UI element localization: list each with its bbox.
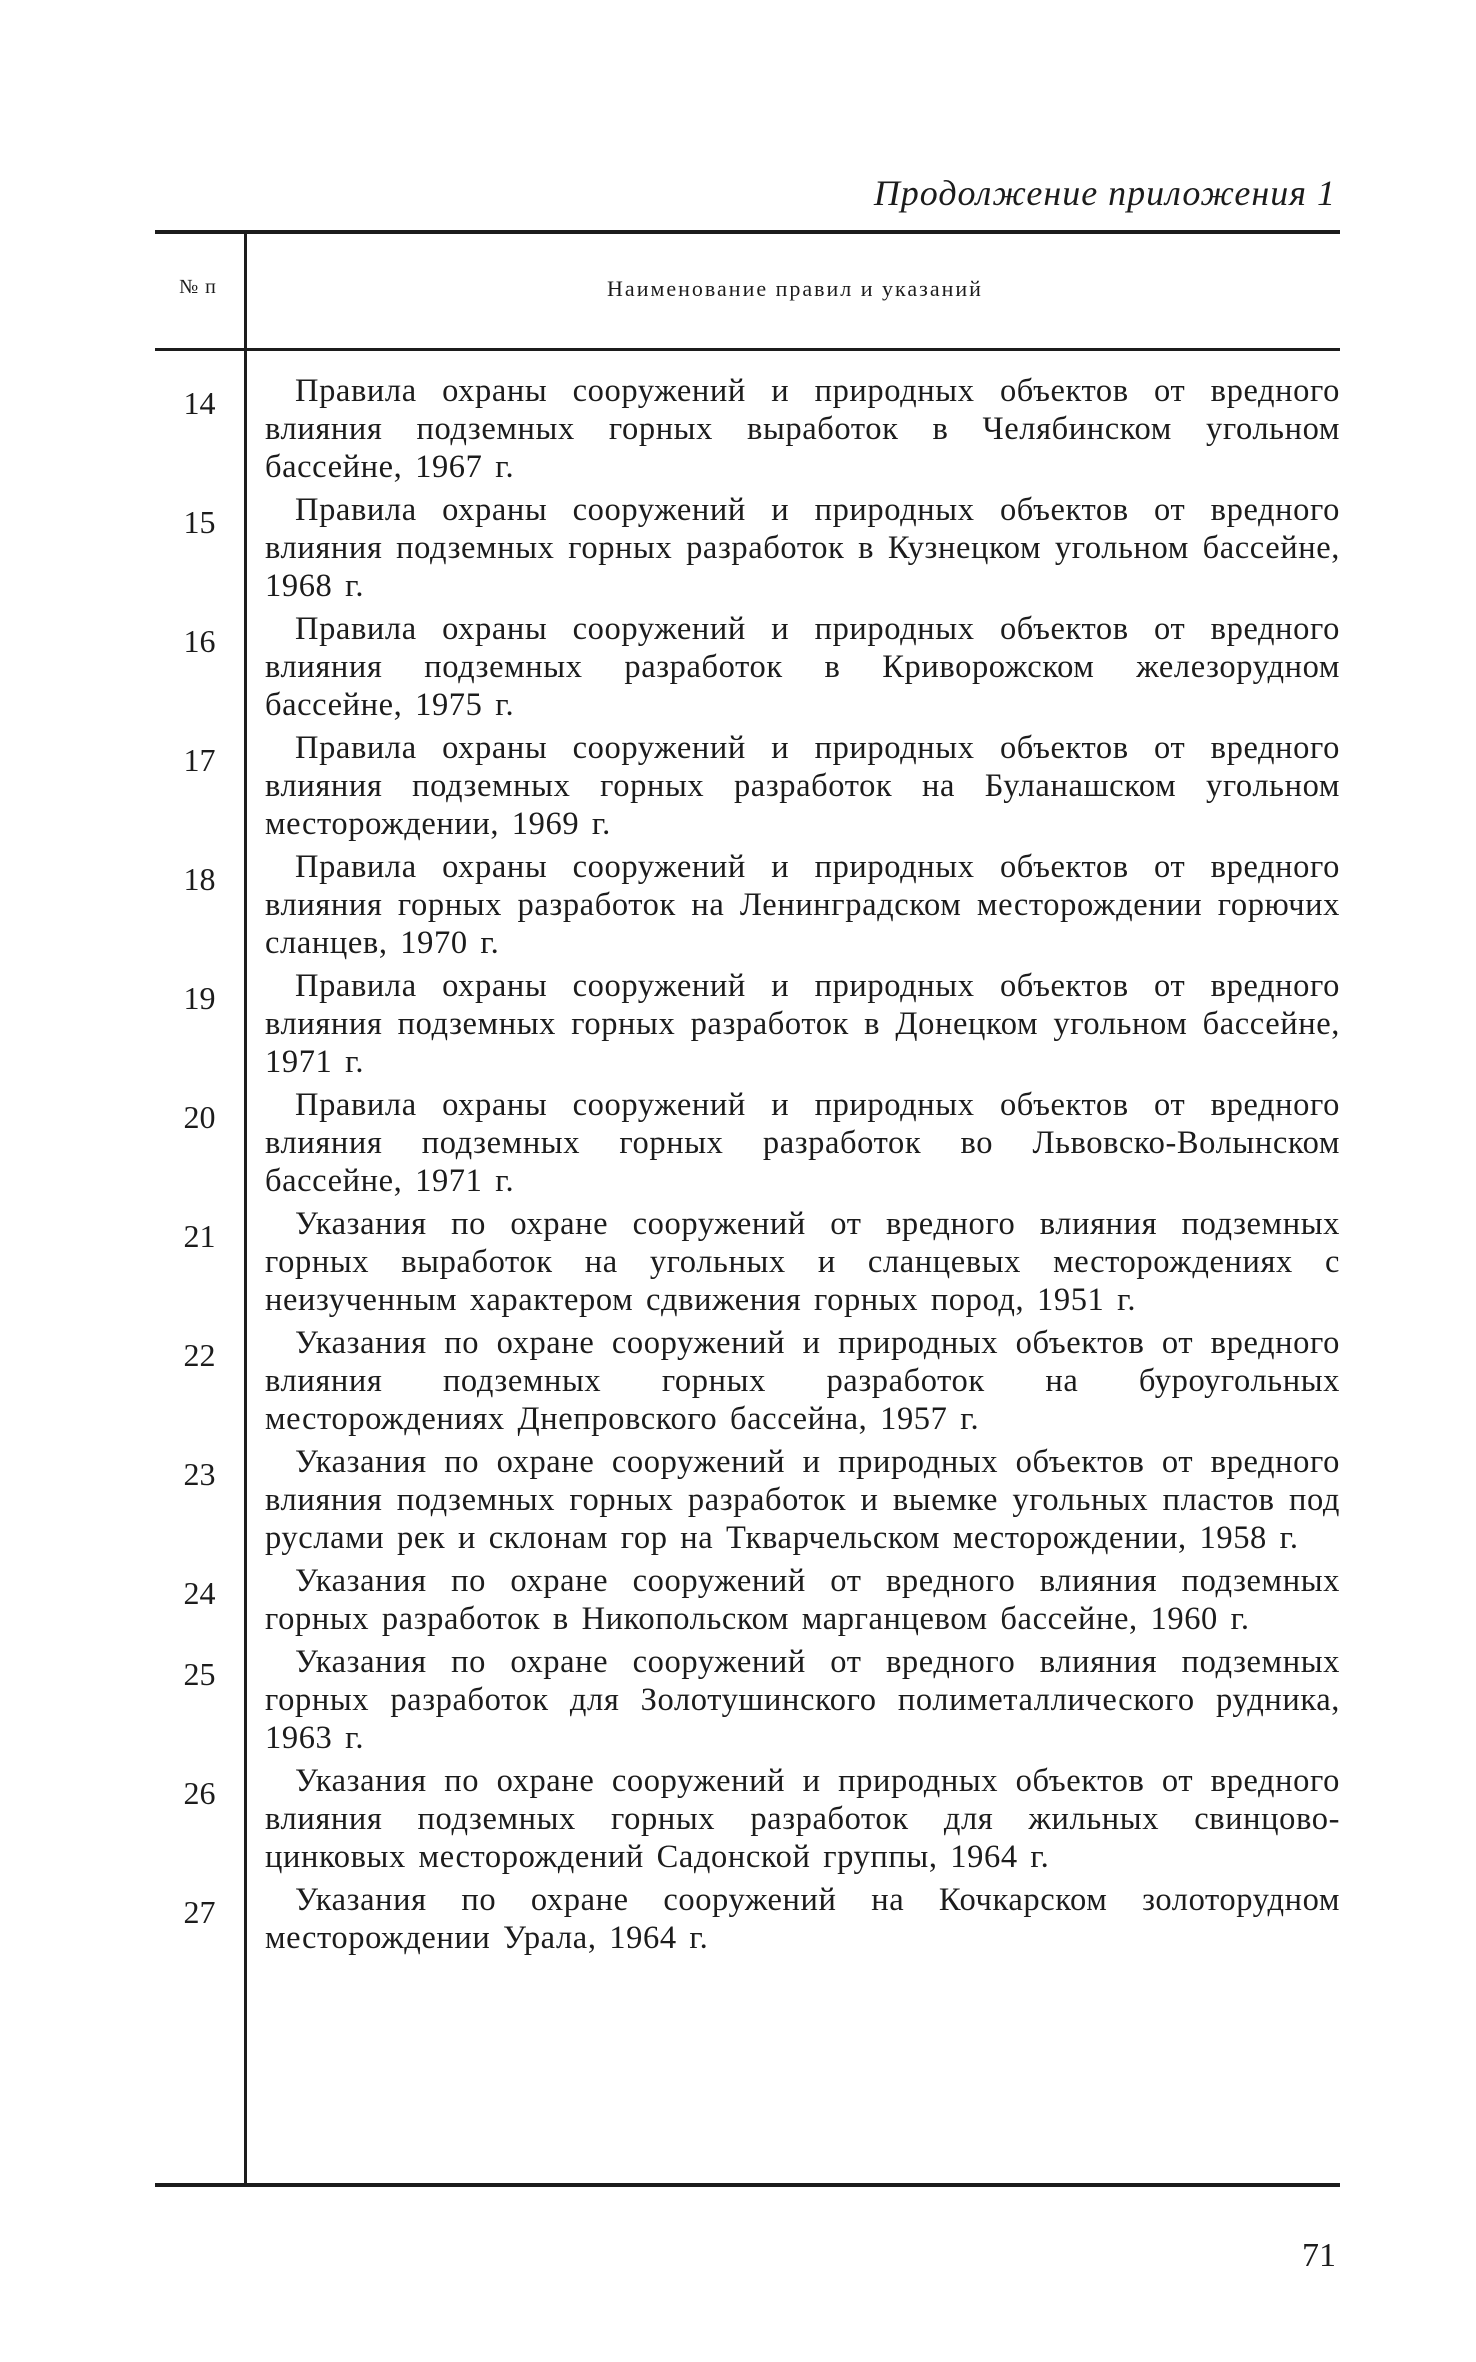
- row-number: 20: [183, 1099, 216, 1135]
- row-text: Правила охраны сооружений и природных объектов от вредного влияния подземных горных разработок на Буланашском угольном месторождении, 1969 г.: [265, 730, 1340, 842]
- row-text: Указания по охране сооружений от вредного влияния подземных горных выработок на угольных и сланцевых месторождениях с неизученным характером сдвижения горных пород, 1951 г.: [265, 1206, 1340, 1318]
- row-text: Указания по охране сооружений и природных объектов от вредного влияния подземных горных разработок и выемке угольных пластов под руслами рек и склонам гор на Ткварчельском месторождении, 1958 г.: [265, 1444, 1340, 1556]
- table-top-rule: [155, 230, 1340, 234]
- table-row: [155, 1205, 1340, 1319]
- table-row: [155, 1762, 1340, 1876]
- page-number: 71: [1302, 2237, 1336, 2274]
- row-text: Указания по охране сооружений на Кочкарском золоторудном месторождении Урала, 1964 г.: [265, 1882, 1340, 1956]
- row-text: Указания по охране сооружений от вредного влияния подземных горных разработок для Золотушинского полиметаллического рудника, 1963 г.: [265, 1644, 1340, 1756]
- row-number: 15: [183, 504, 216, 540]
- table-row: [155, 491, 1340, 605]
- column-header-number: № п: [179, 276, 217, 298]
- row-text: Указания по охране сооружений и природных объектов от вредного влияния подземных горных разработок на буроугольных месторождениях Днепровского бассейна, 1957 г.: [265, 1325, 1340, 1437]
- table-row: [155, 1881, 1340, 1957]
- row-number: 27: [183, 1894, 216, 1930]
- table-row: [155, 1324, 1340, 1438]
- row-number: 17: [183, 742, 216, 778]
- row-number: 23: [183, 1456, 216, 1492]
- table-row: [155, 729, 1340, 843]
- row-number: 14: [183, 385, 216, 421]
- row-number: 26: [183, 1775, 216, 1811]
- row-number: 16: [183, 623, 216, 659]
- table-row: [155, 1562, 1340, 1638]
- row-number: 18: [183, 861, 216, 897]
- row-number: 21: [183, 1218, 216, 1254]
- row-text: Указания по охране сооружений от вредного влияния подземных горных разработок в Никопольском марганцевом бассейне, 1960 г.: [265, 1563, 1340, 1637]
- table-row: [155, 1643, 1340, 1757]
- table-row: [155, 967, 1340, 1081]
- table-row: [155, 610, 1340, 724]
- table-body: [155, 372, 1340, 1962]
- row-text: Правила охраны сооружений и природных объектов от вредного влияния подземных разработок в Криворожском железорудном бассейне, 1975 г.: [265, 611, 1340, 723]
- table-bottom-rule: [155, 2183, 1340, 2187]
- row-number: 24: [183, 1575, 216, 1611]
- table-row: [155, 1443, 1340, 1557]
- table-header-rule: [155, 348, 1340, 351]
- row-text: Правила охраны сооружений и природных объектов от вредного влияния подземных горных разработок в Кузнецком угольном бассейне, 1968 г.: [265, 492, 1340, 604]
- row-number: 19: [183, 980, 216, 1016]
- row-number: 25: [183, 1656, 216, 1692]
- column-header-title: Наименование правил и указаний: [607, 276, 983, 301]
- table-row: [155, 848, 1340, 962]
- row-text: Правила охраны сооружений и природных объектов от вредного влияния горных разработок на Ленинградском месторождении горючих сланцев, 1970 г.: [265, 849, 1340, 961]
- row-number: 22: [183, 1337, 216, 1373]
- row-text: Правила охраны сооружений и природных объектов от вредного влияния подземных горных разработок в Донецком угольном бассейне, 1971 г.: [265, 968, 1340, 1080]
- table-row: [155, 372, 1340, 486]
- row-text: Указания по охране сооружений и природных объектов от вредного влияния подземных горных разработок для жильных свинцово-цинковых месторождений Садонской группы, 1964 г.: [265, 1763, 1340, 1875]
- row-text: Правила охраны сооружений и природных объектов от вредного влияния подземных горных выработок в Челябинском угольном бассейне, 1967 г.: [265, 373, 1340, 485]
- row-text: Правила охраны сооружений и природных объектов от вредного влияния подземных горных разработок во Львовско-Волынском бассейне, 1971 г.: [265, 1087, 1340, 1199]
- continuation-heading: Продолжение приложения 1: [873, 173, 1336, 213]
- table-row: [155, 1086, 1340, 1200]
